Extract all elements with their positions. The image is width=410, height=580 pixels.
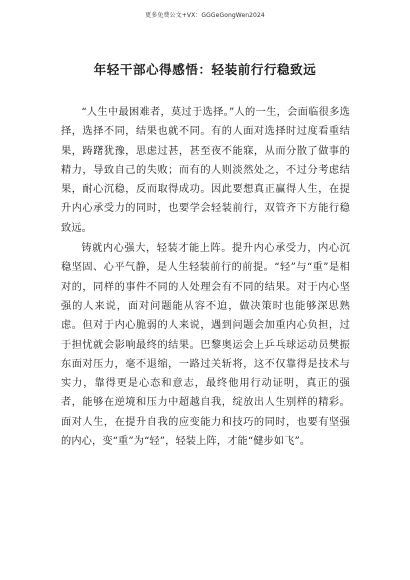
- paragraph: “人生中最困难者，莫过于选择。”人的一生，会面临很多选择，选择不同，结果也就不同。有的人面对选择时过度看重结果，踌躇犹豫，思虑过甚，甚至夜不能寐，从而分散了做事的精力，导致自己的失败；而有的人则淡然处之，不过分考虑结果，耐心沉稳，反而取得成功。因此要想真正赢得人生，在提升内心承受力的同时，也要学会轻装前行，双管齐下方能行稳致远。: [61, 107, 350, 234]
- document-title: 年轻干部心得感悟：轻装前行行稳致远: [93, 62, 317, 77]
- header-note: 更多免费公文+VX：GGGeGongWen2024: [145, 12, 265, 19]
- paragraph: 铸就内心强大，轻装才能上阵。提升内心承受力，内心沉稳坚固、心平气静，是人生轻装前行的前提。“轻”与“重”是相对的，同样的事件不同的人处理会有不同的结果。对于内心坚强的人来说，面对问题能从容不迫，做决策时也能够深思熟虑。但对于内心脆弱的人来说，遇到问题会加重内心负担，过于担忧就会影响最终的结果。巴黎奥运会上乒乓球运动员樊振东面对压力，毫不退缩，一路过关斩将，这不仅靠得是技术与实力，靠得更是心态和意志，最终他用行动证明，真正的强者，能够在逆境和压力中超越自我，绽放出人生别样的精彩。面对人生，在提升自我的应变能力和技巧的同时，也要有坚强的内心，变“重”为“轻”，轻装上阵，才能“健步如飞”。: [61, 243, 350, 448]
- document-body: [61, 103, 350, 451]
